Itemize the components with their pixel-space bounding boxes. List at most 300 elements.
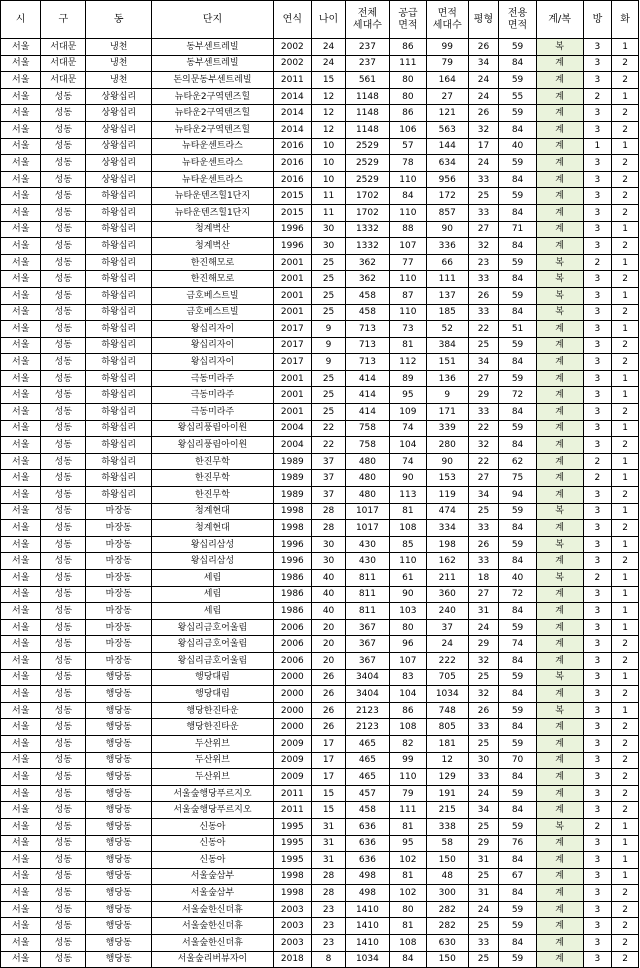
cell-bathrooms: 2	[612, 437, 639, 454]
cell-neighborhood: 상왕십리	[86, 171, 152, 188]
table-row	[1, 105, 639, 122]
cell-supply-area: 96	[389, 636, 426, 653]
cell-area-households: 66	[427, 254, 469, 271]
cell-total-households: 1332	[346, 238, 390, 255]
table-row	[1, 835, 639, 852]
header-city: 시	[1, 1, 41, 39]
cell-complex: 청계벽산	[152, 221, 273, 238]
cell-total-households: 498	[346, 885, 390, 902]
table-body	[1, 39, 639, 968]
cell-rooms: 2	[583, 818, 612, 835]
cell-total-households: 636	[346, 852, 390, 869]
cell-district: 성동	[41, 818, 86, 835]
cell-bathrooms: 2	[612, 951, 639, 968]
table-row	[1, 802, 639, 819]
cell-exclusive-area: 84	[499, 686, 536, 703]
cell-supply-area: 99	[389, 752, 426, 769]
cell-total-households: 713	[346, 321, 390, 338]
cell-city: 서울	[1, 918, 41, 935]
cell-rooms: 3	[583, 935, 612, 952]
table-row	[1, 287, 639, 304]
cell-complex: 신동아	[152, 818, 273, 835]
cell-rooms: 3	[583, 586, 612, 603]
cell-bathrooms: 2	[612, 918, 639, 935]
cell-age: 28	[312, 503, 346, 520]
cell-city: 서울	[1, 702, 41, 719]
cell-pyeong: 26	[468, 287, 499, 304]
cell-neighborhood: 하왕십리	[86, 188, 152, 205]
cell-area-households: 27	[427, 88, 469, 105]
cell-exclusive-area: 59	[499, 951, 536, 968]
cell-complex: 서울숲삼부	[152, 885, 273, 902]
cell-exclusive-area: 84	[499, 121, 536, 138]
cell-total-households: 758	[346, 437, 390, 454]
cell-built-year: 2009	[273, 735, 311, 752]
cell-supply-area: 80	[389, 88, 426, 105]
cell-city: 서울	[1, 652, 41, 669]
cell-city: 서울	[1, 835, 41, 852]
cell-exclusive-area: 59	[499, 918, 536, 935]
cell-supply-area: 80	[389, 72, 426, 89]
cell-exclusive-area: 59	[499, 337, 536, 354]
cell-area-households: 24	[427, 636, 469, 653]
cell-supply-area: 84	[389, 951, 426, 968]
cell-built-year: 2006	[273, 619, 311, 636]
cell-rooms: 3	[583, 238, 612, 255]
cell-age: 25	[312, 370, 346, 387]
cell-district: 성동	[41, 121, 86, 138]
cell-pyeong: 30	[468, 752, 499, 769]
cell-built-year: 1995	[273, 852, 311, 869]
cell-pyeong: 26	[468, 39, 499, 56]
cell-pyeong: 26	[468, 105, 499, 122]
cell-supply-area: 110	[389, 171, 426, 188]
table-row	[1, 752, 639, 769]
cell-neighborhood: 행당동	[86, 669, 152, 686]
cell-city: 서울	[1, 719, 41, 736]
cell-district: 성동	[41, 553, 86, 570]
cell-neighborhood: 행당동	[86, 918, 152, 935]
cell-age: 37	[312, 487, 346, 504]
cell-built-year: 1998	[273, 520, 311, 537]
cell-age: 40	[312, 586, 346, 603]
cell-district: 성동	[41, 752, 86, 769]
cell-bathrooms: 1	[612, 221, 639, 238]
cell-neighborhood: 행당동	[86, 686, 152, 703]
cell-neighborhood: 하왕십리	[86, 370, 152, 387]
cell-exclusive-area: 74	[499, 636, 536, 653]
cell-pyeong: 32	[468, 437, 499, 454]
cell-city: 서울	[1, 420, 41, 437]
cell-type: 계	[536, 470, 583, 487]
cell-complex: 신동아	[152, 852, 273, 869]
cell-complex: 청계현대	[152, 503, 273, 520]
cell-supply-area: 79	[389, 785, 426, 802]
cell-bathrooms: 2	[612, 188, 639, 205]
cell-supply-area: 81	[389, 818, 426, 835]
cell-complex: 한진해모로	[152, 254, 273, 271]
cell-pyeong: 34	[468, 802, 499, 819]
cell-area-households: 563	[427, 121, 469, 138]
cell-exclusive-area: 84	[499, 238, 536, 255]
cell-pyeong: 33	[468, 204, 499, 221]
cell-supply-area: 81	[389, 337, 426, 354]
cell-pyeong: 27	[468, 221, 499, 238]
cell-age: 15	[312, 785, 346, 802]
cell-city: 서울	[1, 586, 41, 603]
cell-exclusive-area: 84	[499, 520, 536, 537]
cell-exclusive-area: 59	[499, 188, 536, 205]
cell-pyeong: 25	[468, 918, 499, 935]
cell-exclusive-area: 59	[499, 669, 536, 686]
cell-type: 복	[536, 39, 583, 56]
cell-city: 서울	[1, 520, 41, 537]
cell-city: 서울	[1, 171, 41, 188]
cell-area-households: 282	[427, 901, 469, 918]
cell-type: 계	[536, 619, 583, 636]
cell-area-households: 191	[427, 785, 469, 802]
cell-area-households: 384	[427, 337, 469, 354]
cell-rooms: 2	[583, 88, 612, 105]
cell-city: 서울	[1, 470, 41, 487]
cell-bathrooms: 2	[612, 553, 639, 570]
cell-supply-area: 108	[389, 719, 426, 736]
cell-exclusive-area: 59	[499, 702, 536, 719]
cell-bathrooms: 1	[612, 669, 639, 686]
cell-bathrooms: 2	[612, 155, 639, 172]
cell-neighborhood: 하왕십리	[86, 238, 152, 255]
cell-type: 복	[536, 254, 583, 271]
cell-type: 계	[536, 453, 583, 470]
cell-area-households: 748	[427, 702, 469, 719]
cell-pyeong: 25	[468, 669, 499, 686]
cell-complex: 극동미라주	[152, 387, 273, 404]
cell-total-households: 561	[346, 72, 390, 89]
cell-total-households: 465	[346, 769, 390, 786]
cell-complex: 뉴타운2구역텐즈힐	[152, 88, 273, 105]
cell-city: 서울	[1, 72, 41, 89]
cell-built-year: 2004	[273, 437, 311, 454]
cell-bathrooms: 1	[612, 818, 639, 835]
cell-bathrooms: 1	[612, 321, 639, 338]
cell-city: 서울	[1, 321, 41, 338]
cell-supply-area: 110	[389, 769, 426, 786]
cell-type: 계	[536, 188, 583, 205]
cell-pyeong: 32	[468, 686, 499, 703]
cell-supply-area: 83	[389, 669, 426, 686]
cell-rooms: 3	[583, 370, 612, 387]
cell-district: 성동	[41, 935, 86, 952]
table-row	[1, 503, 639, 520]
cell-built-year: 2009	[273, 769, 311, 786]
cell-rooms: 3	[583, 287, 612, 304]
header-pyeong: 평형	[468, 1, 499, 39]
cell-complex: 뉴타운2구역텐즈힐	[152, 121, 273, 138]
cell-built-year: 1986	[273, 586, 311, 603]
cell-type: 계	[536, 354, 583, 371]
cell-area-households: 162	[427, 553, 469, 570]
table-row	[1, 553, 639, 570]
cell-district: 성동	[41, 420, 86, 437]
cell-built-year: 2017	[273, 321, 311, 338]
cell-area-households: 111	[427, 271, 469, 288]
cell-exclusive-area: 40	[499, 138, 536, 155]
table-row	[1, 785, 639, 802]
cell-built-year: 2017	[273, 337, 311, 354]
cell-exclusive-area: 84	[499, 935, 536, 952]
cell-total-households: 1410	[346, 935, 390, 952]
cell-rooms: 3	[583, 702, 612, 719]
cell-pyeong: 34	[468, 487, 499, 504]
cell-built-year: 2015	[273, 204, 311, 221]
cell-district: 성동	[41, 437, 86, 454]
cell-pyeong: 25	[468, 503, 499, 520]
table-row	[1, 586, 639, 603]
cell-total-households: 367	[346, 636, 390, 653]
table-row	[1, 437, 639, 454]
cell-district: 성동	[41, 835, 86, 852]
cell-exclusive-area: 62	[499, 453, 536, 470]
cell-district: 성동	[41, 868, 86, 885]
cell-area-households: 137	[427, 287, 469, 304]
cell-total-households: 430	[346, 553, 390, 570]
cell-supply-area: 111	[389, 802, 426, 819]
cell-supply-area: 104	[389, 686, 426, 703]
cell-type: 계	[536, 802, 583, 819]
header-exclusive-area: 전용 면적	[499, 1, 536, 39]
cell-city: 서울	[1, 619, 41, 636]
cell-city: 서울	[1, 39, 41, 56]
cell-complex: 행당한진타운	[152, 702, 273, 719]
cell-complex: 뉴타운2구역텐즈힐	[152, 105, 273, 122]
cell-age: 12	[312, 105, 346, 122]
cell-built-year: 1996	[273, 221, 311, 238]
cell-pyeong: 17	[468, 138, 499, 155]
cell-bathrooms: 1	[612, 39, 639, 56]
cell-exclusive-area: 70	[499, 752, 536, 769]
cell-total-households: 414	[346, 387, 390, 404]
cell-total-households: 3404	[346, 669, 390, 686]
cell-supply-area: 73	[389, 321, 426, 338]
cell-built-year: 2001	[273, 271, 311, 288]
cell-rooms: 3	[583, 951, 612, 968]
cell-city: 서울	[1, 453, 41, 470]
header-type: 계/복	[536, 1, 583, 39]
cell-city: 서울	[1, 868, 41, 885]
cell-area-households: 150	[427, 951, 469, 968]
cell-total-households: 1410	[346, 901, 390, 918]
cell-total-households: 1410	[346, 918, 390, 935]
cell-city: 서울	[1, 105, 41, 122]
cell-pyeong: 24	[468, 901, 499, 918]
cell-city: 서울	[1, 818, 41, 835]
cell-exclusive-area: 84	[499, 719, 536, 736]
header-row	[1, 1, 639, 39]
cell-total-households: 414	[346, 404, 390, 421]
cell-complex: 동부센트레빌	[152, 55, 273, 72]
cell-pyeong: 25	[468, 735, 499, 752]
table-row	[1, 686, 639, 703]
cell-pyeong: 33	[468, 553, 499, 570]
cell-type: 계	[536, 404, 583, 421]
cell-type: 계	[536, 487, 583, 504]
cell-age: 15	[312, 802, 346, 819]
cell-complex: 한진해모로	[152, 271, 273, 288]
table-row	[1, 520, 639, 537]
cell-total-households: 480	[346, 487, 390, 504]
cell-district: 성동	[41, 686, 86, 703]
cell-supply-area: 82	[389, 735, 426, 752]
cell-bathrooms: 1	[612, 702, 639, 719]
cell-exclusive-area: 84	[499, 802, 536, 819]
cell-city: 서울	[1, 221, 41, 238]
cell-type: 계	[536, 204, 583, 221]
cell-total-households: 362	[346, 254, 390, 271]
cell-complex: 서울숲리버뷰자이	[152, 951, 273, 968]
cell-age: 30	[312, 238, 346, 255]
cell-neighborhood: 냉천	[86, 55, 152, 72]
cell-bathrooms: 1	[612, 503, 639, 520]
cell-supply-area: 80	[389, 619, 426, 636]
cell-type: 계	[536, 752, 583, 769]
cell-neighborhood: 행당동	[86, 702, 152, 719]
cell-bathrooms: 2	[612, 636, 639, 653]
cell-type: 계	[536, 121, 583, 138]
cell-district: 성동	[41, 321, 86, 338]
cell-neighborhood: 행당동	[86, 951, 152, 968]
cell-total-households: 636	[346, 818, 390, 835]
cell-total-households: 811	[346, 586, 390, 603]
cell-bathrooms: 2	[612, 735, 639, 752]
table-row	[1, 570, 639, 587]
cell-city: 서울	[1, 885, 41, 902]
cell-age: 28	[312, 868, 346, 885]
cell-built-year: 2017	[273, 354, 311, 371]
cell-neighborhood: 행당동	[86, 935, 152, 952]
cell-exclusive-area: 84	[499, 404, 536, 421]
cell-complex: 행당대림	[152, 669, 273, 686]
cell-neighborhood: 행당동	[86, 719, 152, 736]
cell-rooms: 3	[583, 221, 612, 238]
cell-age: 25	[312, 404, 346, 421]
cell-pyeong: 32	[468, 238, 499, 255]
header-area-households: 면적 세대수	[427, 1, 469, 39]
cell-pyeong: 25	[468, 868, 499, 885]
cell-type: 복	[536, 287, 583, 304]
cell-built-year: 1995	[273, 835, 311, 852]
cell-neighborhood: 하왕십리	[86, 221, 152, 238]
cell-city: 서울	[1, 238, 41, 255]
cell-neighborhood: 하왕십리	[86, 437, 152, 454]
cell-exclusive-area: 59	[499, 901, 536, 918]
cell-supply-area: 86	[389, 105, 426, 122]
cell-exclusive-area: 59	[499, 818, 536, 835]
cell-pyeong: 29	[468, 835, 499, 852]
cell-district: 성동	[41, 271, 86, 288]
cell-built-year: 2001	[273, 304, 311, 321]
cell-exclusive-area: 59	[499, 105, 536, 122]
cell-district: 성동	[41, 885, 86, 902]
cell-pyeong: 32	[468, 652, 499, 669]
cell-rooms: 3	[583, 39, 612, 56]
cell-area-households: 12	[427, 752, 469, 769]
table-row	[1, 918, 639, 935]
cell-total-households: 465	[346, 735, 390, 752]
cell-total-households: 758	[346, 420, 390, 437]
cell-city: 서울	[1, 686, 41, 703]
cell-pyeong: 25	[468, 951, 499, 968]
cell-bathrooms: 2	[612, 487, 639, 504]
cell-complex: 금호베스트빌	[152, 287, 273, 304]
cell-type: 계	[536, 370, 583, 387]
cell-area-households: 119	[427, 487, 469, 504]
cell-area-households: 136	[427, 370, 469, 387]
cell-bathrooms: 1	[612, 603, 639, 620]
cell-built-year: 1996	[273, 553, 311, 570]
cell-complex: 뉴타운센트라스	[152, 155, 273, 172]
cell-complex: 서울숲한신더휴	[152, 918, 273, 935]
cell-complex: 서울숲한신더휴	[152, 901, 273, 918]
cell-built-year: 1998	[273, 503, 311, 520]
table-row	[1, 901, 639, 918]
cell-age: 11	[312, 204, 346, 221]
cell-area-households: 171	[427, 404, 469, 421]
cell-pyeong: 22	[468, 453, 499, 470]
cell-complex: 왕십리풍림아이원	[152, 437, 273, 454]
cell-pyeong: 24	[468, 619, 499, 636]
cell-supply-area: 87	[389, 287, 426, 304]
cell-bathrooms: 2	[612, 404, 639, 421]
cell-total-households: 811	[346, 570, 390, 587]
table-row	[1, 470, 639, 487]
cell-city: 서울	[1, 603, 41, 620]
cell-area-households: 151	[427, 354, 469, 371]
cell-age: 37	[312, 453, 346, 470]
cell-supply-area: 110	[389, 553, 426, 570]
cell-city: 서울	[1, 121, 41, 138]
cell-neighborhood: 마장동	[86, 619, 152, 636]
cell-age: 28	[312, 520, 346, 537]
cell-rooms: 3	[583, 337, 612, 354]
cell-exclusive-area: 59	[499, 72, 536, 89]
cell-type: 계	[536, 55, 583, 72]
cell-rooms: 3	[583, 669, 612, 686]
cell-area-households: 300	[427, 885, 469, 902]
cell-rooms: 3	[583, 901, 612, 918]
table-row	[1, 735, 639, 752]
cell-district: 성동	[41, 652, 86, 669]
cell-rooms: 3	[583, 121, 612, 138]
cell-district: 성동	[41, 453, 86, 470]
cell-area-households: 474	[427, 503, 469, 520]
cell-pyeong: 33	[468, 769, 499, 786]
table-row	[1, 39, 639, 56]
cell-age: 30	[312, 221, 346, 238]
cell-rooms: 3	[583, 55, 612, 72]
table-row	[1, 254, 639, 271]
cell-neighborhood: 행당동	[86, 818, 152, 835]
cell-type: 계	[536, 918, 583, 935]
cell-total-households: 3404	[346, 686, 390, 703]
cell-total-households: 367	[346, 619, 390, 636]
header-neighborhood: 동	[86, 1, 152, 39]
cell-supply-area: 90	[389, 470, 426, 487]
cell-area-households: 280	[427, 437, 469, 454]
cell-built-year: 2011	[273, 785, 311, 802]
cell-built-year: 1998	[273, 885, 311, 902]
cell-city: 서울	[1, 785, 41, 802]
cell-city: 서울	[1, 636, 41, 653]
